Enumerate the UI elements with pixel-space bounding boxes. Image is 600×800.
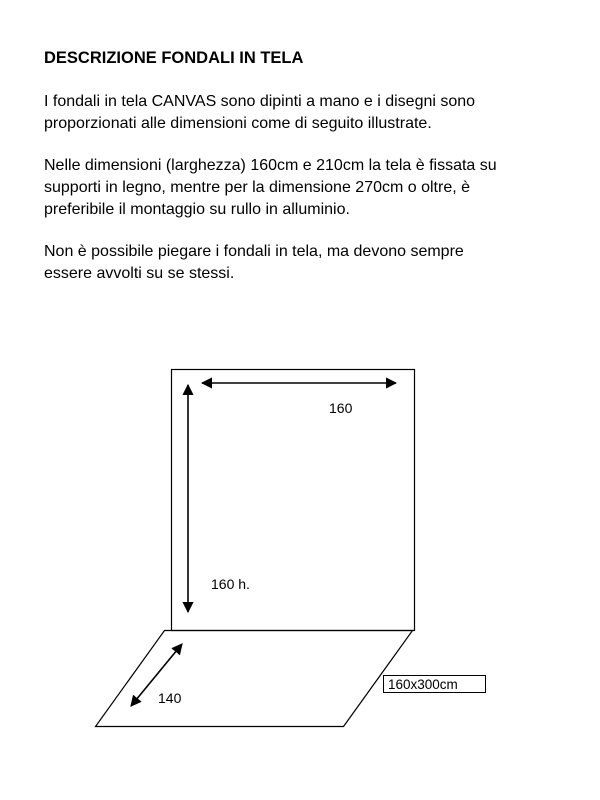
width-label: 160 <box>329 400 353 416</box>
paragraph-line: essere avvolti su se stessi. <box>44 265 235 282</box>
paragraph-line: Non è possibile piegare i fondali in tela, ma devono sempre <box>44 243 464 260</box>
paragraph-line: supporti in legno, mentre per la dimensione 270cm o oltre, è <box>44 179 471 196</box>
floor-label: 140 <box>158 690 182 706</box>
backdrop-floor <box>96 631 413 727</box>
backdrop-panel <box>172 370 415 631</box>
document-title: DESCRIZIONE FONDALI IN TELA <box>44 49 304 67</box>
height-label: 160 h. <box>211 576 250 592</box>
paragraph-line: preferibile il montaggio su rullo in alluminio. <box>44 201 350 218</box>
size-label: 160x300cm <box>388 677 458 692</box>
paragraph-line: proporzionati alle dimensioni come di seguito illustrate. <box>44 115 432 132</box>
paragraph-line: I fondali in tela CANVAS sono dipinti a mano e i disegni sono <box>44 93 476 110</box>
paragraph-line: Nelle dimensioni (larghezza) 160cm e 210cm la tela è fissata su <box>44 157 497 174</box>
